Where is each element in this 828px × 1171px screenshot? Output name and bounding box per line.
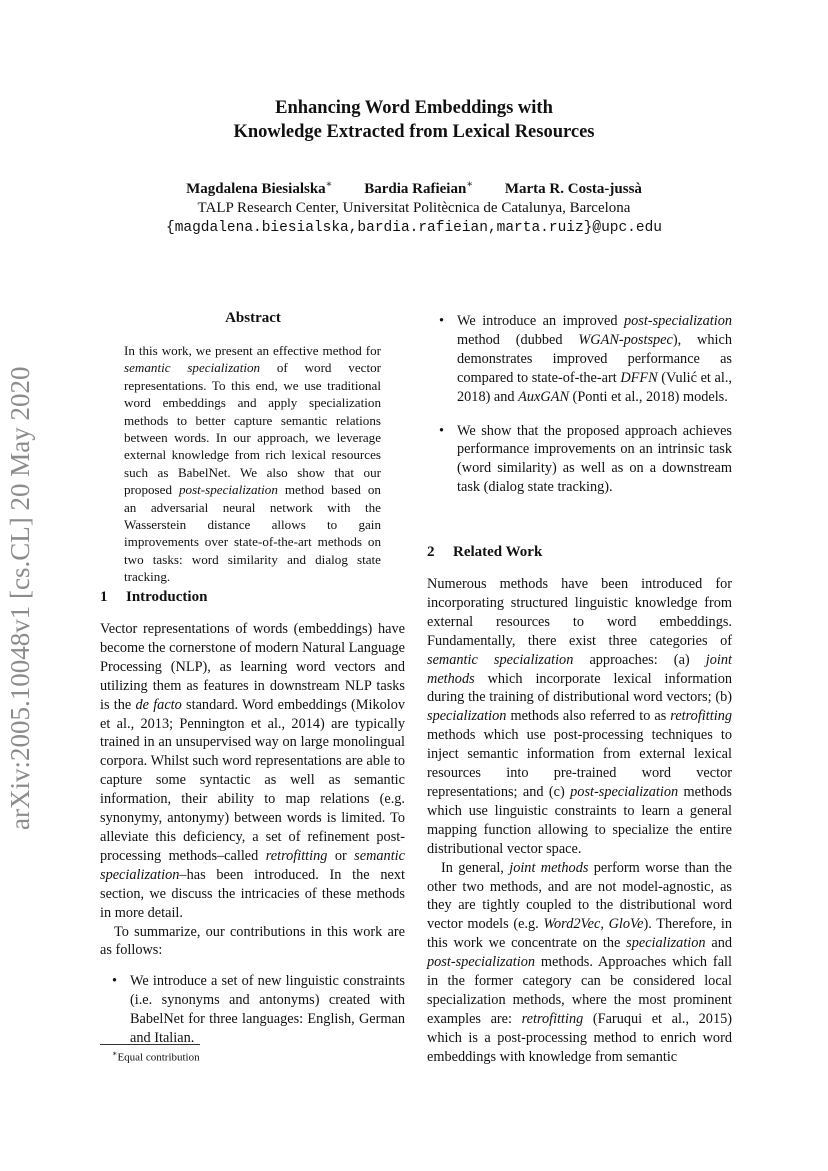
contribution-list-continued [427, 312, 732, 497]
paragraph: In general, joint methods perform worse than the other two methods, and are not model-agnostic, as they are tightly coupled to the distributional word vector models (e.g. Word2Vec, GloVe). Therefore, in this work we concentrate on the specialization and post-specialization methods. Approaches which fall in the former category can be considered local specialization methods, where the most prominent examples are: retrofitting (Faruqui et al., 2015) which is a post-processing method to enrich word embeddings with knowledge from semantic [427, 859, 733, 1065]
author-mark: ∗ [325, 179, 333, 190]
footnote-rule [100, 1044, 200, 1045]
section-heading-introduction: 1 Introduction [100, 589, 208, 605]
title-line-1: Enhancing Word Embeddings with [275, 98, 553, 118]
contribution-list [427, 312, 732, 497]
arxiv-stamp: arXiv:2005.10048v1 [cs.CL] 20 May 2020 [5, 366, 35, 830]
author: Marta R. Costa-jussà [504, 181, 642, 197]
title-line-2: Knowledge Extracted from Lexical Resources [233, 122, 595, 142]
affiliation: TALP Research Center, Universitat Politècnica de Catalunya, Barcelona [197, 200, 631, 216]
paragraph: Numerous methods have been introduced for incorporating structured linguistic knowledge from external resources to word embeddings. Fundamentally, there exist three categories of semantic specialization approaches: (a) joint methods which incorporate lexical information during the training of distributional word vectors; (b) specialization methods also referred to as retrofitting methods which use post-processing techniques to inject semantic information from external lexical resources into pre-trained word vector representations; and (c) post-specialization methods which use linguistic constraints to learn a general mapping function allowing to specialize the entire distributional vector space. [427, 576, 732, 857]
author: Magdalena Biesialska∗ [186, 179, 333, 197]
paragraph: Vector representations of words (embeddings) have become the cornerstone of modern Natural Language Processing (NLP), as learning word vectors and utilizing them as features in downstream NLP tasks is the de facto standard. Word embeddings (Mikolov et al., 2013; Pennington et al., 2014) are typically trained in an unsupervised way on large monolingual corpora. Whilst such word representations are able to capture some syntactic as well as semantic information, their ability to map relations (e.g. synonymy, antonymy) between words is limited. To alleviate this deficiency, a set of refinement post-processing methods–called retrofitting or semantic specialization–has been introduced. In the next section, we discuss the intricacies of these methods in more detail. [100, 621, 406, 921]
paragraph: To summarize, our contributions in this work are as follows: [100, 923, 405, 959]
list-item: • We introduce an improved post-specialization method (dubbed WGAN-postspec), which demonstrates improved performance as compared to state-of-the-art DFFN (Vulić et al., 2018) and AuxGAN (Ponti et al., 2018) models. [427, 312, 732, 407]
list-item: • We show that the proposed approach achieves performance improvements on an intrinsic task (word similarity) as well as on a downstream task (dialog state tracking). [427, 422, 732, 498]
introduction-body [100, 620, 405, 1048]
footnote: ∗Equal contribution [112, 1049, 200, 1064]
paper-title [0, 96, 828, 144]
abstract-body: In this work, we present an effective method for semantic specialization of word vector representations. To this end, we use traditional word embeddings and apply specialization methods to better capture semantic relations between words. In our approach, we leverage external knowledge from rich lexical resources such as BabelNet. We also show that our proposed post-specialization method based on an adversarial neural network with the Wasserstein distance allows to gain improvements over state-of-the-art methods on two tasks: word similarity and dialog state tracking. [124, 343, 381, 585]
author: Bardia Rafieian∗ [364, 179, 474, 197]
author-mark: ∗ [466, 179, 474, 190]
contribution-list [100, 972, 405, 1048]
abstract-heading: Abstract [225, 310, 281, 326]
section-heading-related-work: 2 Related Work [427, 544, 543, 560]
email: {magdalena.biesialska,bardia.rafieian,marta.ruiz}@upc.edu [166, 220, 662, 236]
list-item: • We introduce a set of new linguistic constraints (i.e. synonyms and antonyms) created with BabelNet for three languages: English, German and Italian. [100, 972, 405, 1048]
author-list [0, 179, 828, 198]
related-work-body [427, 575, 732, 1067]
